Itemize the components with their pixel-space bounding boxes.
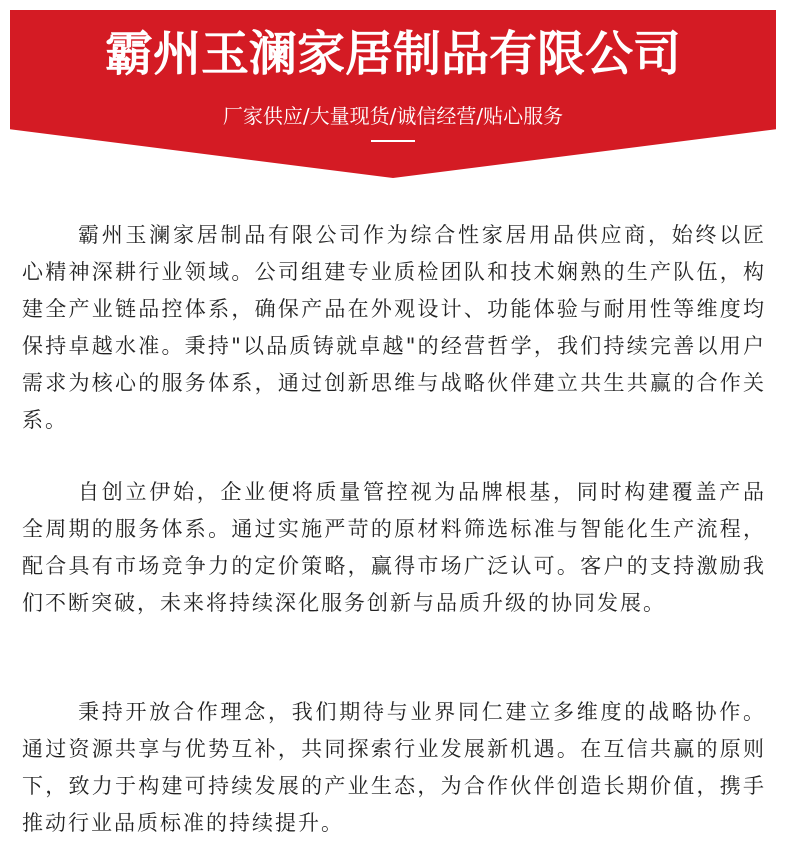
slogan-underline <box>371 140 415 142</box>
intro-paragraph-1: 霸州玉澜家居制品有限公司作为综合性家居用品供应商，始终以匠心精神深耕行业领域。公司组建专业质检团队和技术娴熟的生产队伍，构建全产业链品控体系，确保产品在外观设计、功能体验与耐用性等维度均保持卓越水准。秉持"以品质铸就卓越"的经营哲学，我们持续完善以用户需求为核心的服务体系，通过创新思维与战略伙伴建立共生共赢的合作关系。 <box>22 223 766 432</box>
intro-paragraph-3: 秉持开放合作理念，我们期待与业界同仁建立多维度的战略协作。通过资源共享与优势互补，共同探索行业发展新机遇。在互信共赢的原则下，致力于构建可持续发展的产业生态，为合作伙伴创造长期价值，携手推动行业品质标准的持续提升。 <box>22 700 766 835</box>
company-title: 霸州玉澜家居制品有限公司 <box>104 26 681 82</box>
intro-paragraph-2: 自创立伊始，企业便将质量管控视为品牌根基，同时构建覆盖产品全周期的服务体系。通过实施严苛的原材料筛选标准与智能化生产流程，配合具有市场竞争力的定价策略，赢得市场广泛认可。客户的支持激励我们不断突破，未来将持续深化服务创新与品质升级的协同发展。 <box>22 480 766 615</box>
company-slogan: 厂家供应/大量现货/诚信经营/贴心服务 <box>222 104 564 128</box>
